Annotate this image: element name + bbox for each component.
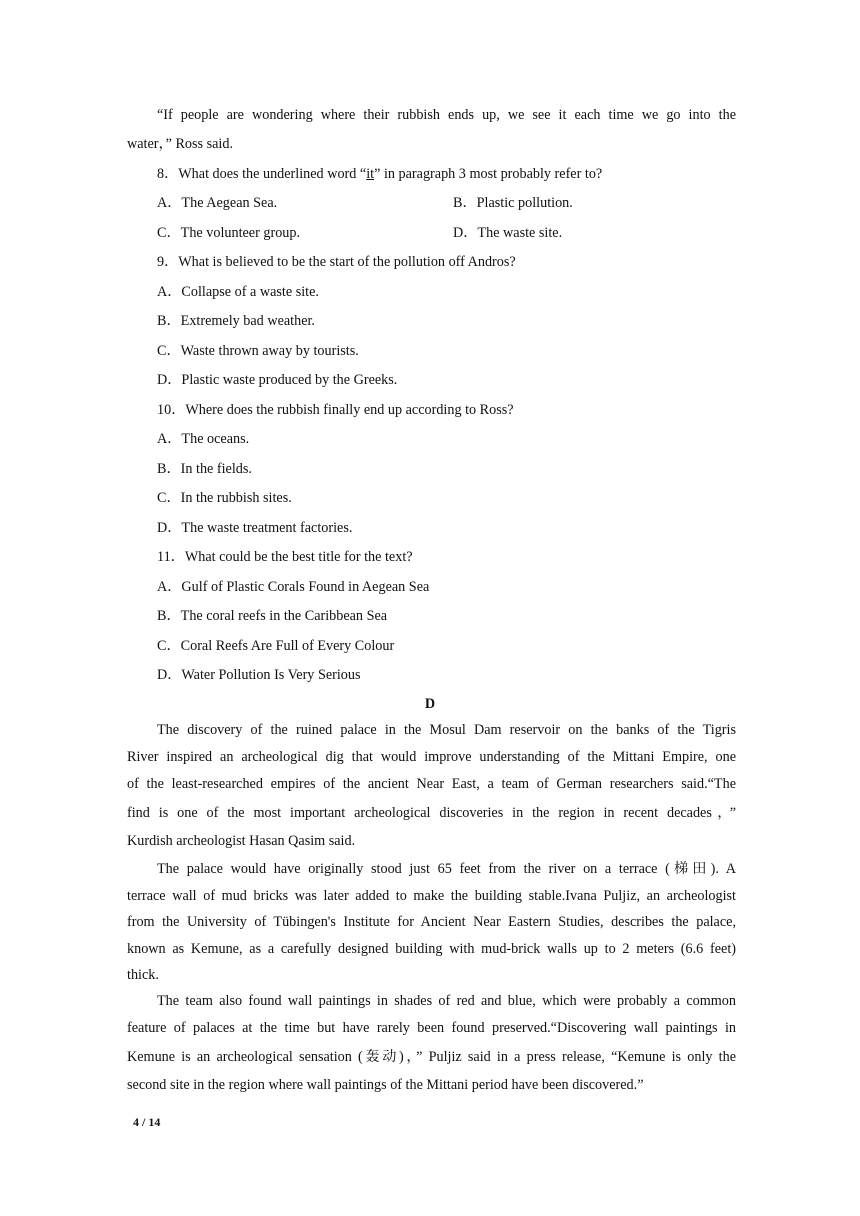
question-11: 11．What could be the best title for the text? [157, 549, 413, 565]
option-9a: A．Collapse of a waste site. [157, 284, 319, 300]
page-number: 4 / 14 [133, 1115, 161, 1129]
paragraph-line: of the least-researched empires of the ancient Near East, a team of German researchers said.“The [127, 776, 736, 792]
option-11c: C．Coral Reefs Are Full of Every Colour [157, 638, 395, 654]
question-8: 8．What does the underlined word “it” in paragraph 3 most probably refer to? [157, 166, 603, 182]
paragraph-line: feature of palaces at the time but have rarely been found preserved.“Discovering wall paintings in [127, 1020, 736, 1036]
paragraph-line: River inspired an archeological dig that would improve understanding of the Mittani Empire, one [127, 749, 736, 765]
option-11a: A．Gulf of Plastic Corals Found in Aegean Sea [157, 579, 430, 595]
passage-line: “If people are wondering where their rubbish ends up, we see it each time we go into the [157, 107, 736, 123]
paragraph-line: Kemune is an archeological sensation (轰动)，” Puljiz said in a press release, “Kemune is only the [127, 1049, 736, 1065]
paragraph-line: The team also found wall paintings in shades of red and blue, which were probably a common [157, 993, 736, 1009]
paragraph-line: from the University of Tübingen's Institute for Ancient Near Eastern Studies, describes the palace, [127, 914, 736, 930]
question-10: 10．Where does the rubbish finally end up according to Ross? [157, 402, 514, 418]
option-10b: B．In the fields. [157, 461, 252, 477]
underlined-word: it [366, 166, 375, 182]
option-8b: B．Plastic pollution. [453, 195, 573, 211]
section-heading: D [424, 696, 436, 712]
passage-line: water，” Ross said. [127, 136, 233, 152]
option-8a: A．The Aegean Sea. [157, 195, 278, 211]
paragraph-line: The palace would have originally stood just 65 feet from the river on a terrace (梯田). A [157, 861, 736, 877]
paragraph-line: The discovery of the ruined palace in the Mosul Dam reservoir on the banks of the Tigris [157, 722, 736, 738]
paragraph-line: known as Kemune, as a carefully designed building with mud-brick walls up to 2 meters (6.6 feet) [127, 941, 736, 957]
paragraph-line: terrace wall of mud bricks was later added to make the building stable.Ivana Puljiz, an archeologist [127, 888, 736, 904]
paragraph-line: find is one of the most important archeological discoveries in the region in recent decades，” [127, 805, 736, 821]
paragraph-line: Kurdish archeologist Hasan Qasim said. [127, 833, 356, 849]
paragraph-line: second site in the region where wall paintings of the Mittani period have been discovered.” [127, 1077, 644, 1093]
option-9d: D．Plastic waste produced by the Greeks. [157, 372, 398, 388]
option-9b: B．Extremely bad weather. [157, 313, 315, 329]
option-8d: D．The waste site. [453, 225, 563, 241]
option-10c: C．In the rubbish sites. [157, 490, 292, 506]
option-11b: B．The coral reefs in the Caribbean Sea [157, 608, 388, 624]
option-9c: C．Waste thrown away by tourists. [157, 343, 359, 359]
question-9: 9．What is believed to be the start of the pollution off Andros? [157, 254, 516, 270]
paragraph-line: thick. [127, 967, 159, 983]
option-8c: C．The volunteer group. [157, 225, 301, 241]
option-10d: D．The waste treatment factories. [157, 520, 353, 536]
option-11d: D．Water Pollution Is Very Serious [157, 667, 361, 683]
option-10a: A．The oceans. [157, 431, 250, 447]
